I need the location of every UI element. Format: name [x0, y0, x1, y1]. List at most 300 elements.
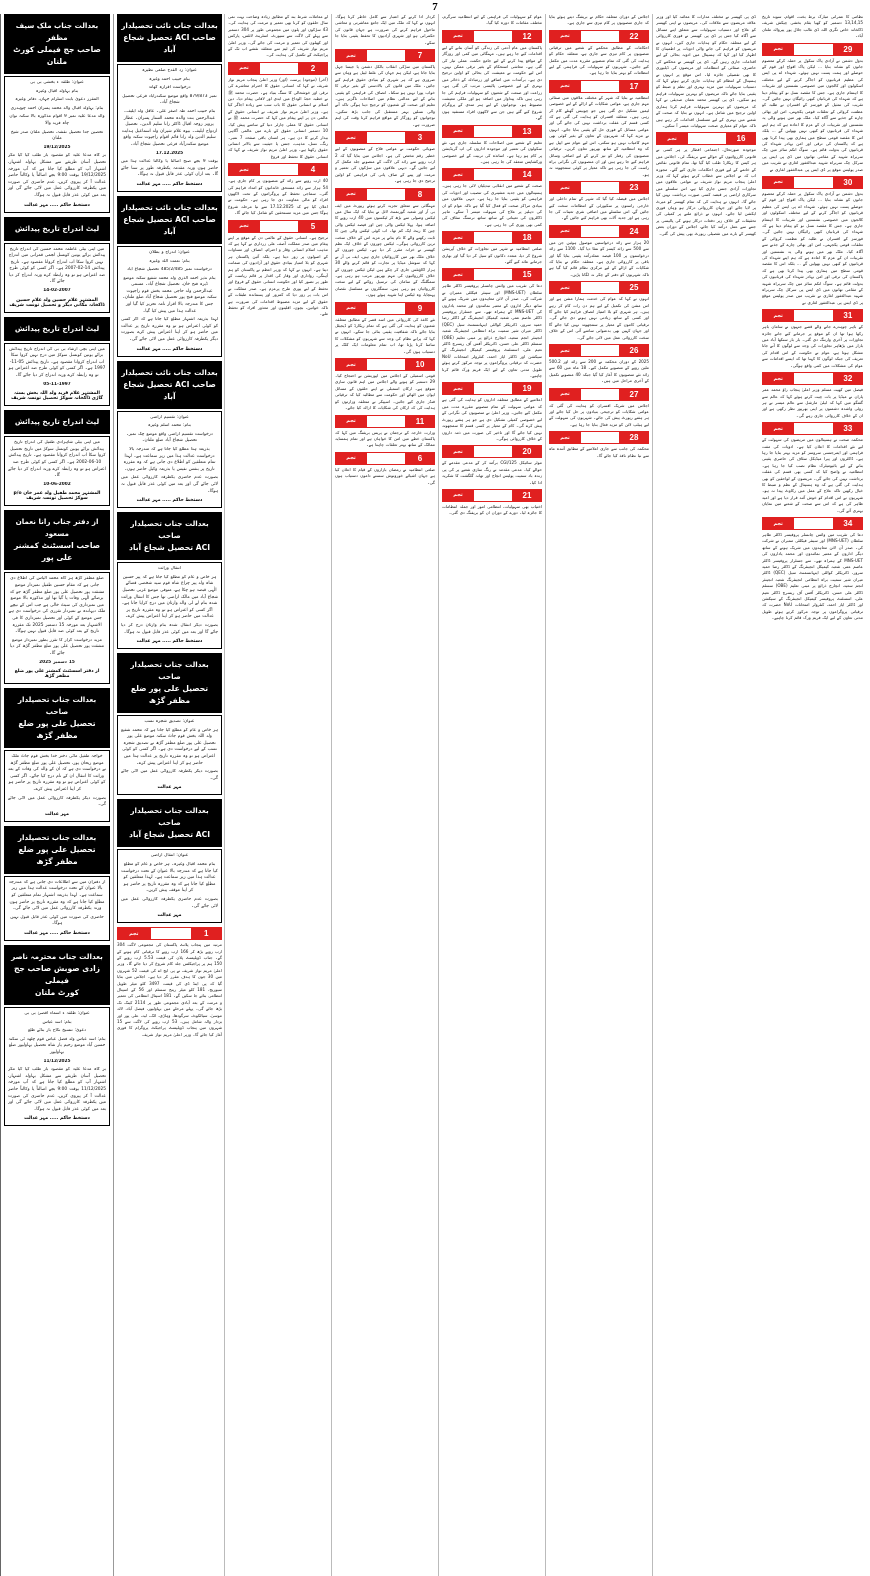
body-text: موٹر سائیکل CGI/125 برآمد کر کے مدعی مقدمے کے حوالے کیا۔ مدعی مقدمہ نے رنگ سازی شعبے پر کی پی زندہ باد سمیت پولیس انچاج اور تھانہ گلگشت کا شکریہ ادا کیا۔	[442, 460, 542, 485]
body-text: عنوان: تصدیق شجرہ نسب	[144, 719, 195, 725]
body-text: کے باہر چوہدرے جانے والے قصے جنہوں نے سامان باہر رکھا ہوا تھا ان کو موقع پر جرمانے کیے جانے جائزہ تجاوزات پر آخری وارننگ دی گئی۔ بار بار سنکھا آباد میں بازار میں بڑھاہر تجاوزات کی وجہ سے لوگوں کا آنے جانا مشکل ہوتا ہے، عوام نے حکومت کے اس اقدام کی تعریف کی جبکہ لوگوں کا کہنا تھا کہ ایسے اقدامات سے عوام کی مشکلات میں کمی واقع ہوگی۔	[762, 324, 863, 368]
court-header-line: صاحب ACI تحصیل شجاع آباد	[123, 33, 216, 54]
ad-number-badge	[656, 132, 756, 145]
body-text: والد مدعا علیہ نمبر 9 اقوام مذکورہ بالا سکنہ نواں چاہ فرید والا	[9, 114, 105, 126]
body-text: ضلعی انتظامیہ نے رمضان بازاروں کے قیام کا اعلان کیا ہے جہاں اشیائے خورونوش سستے داموں دستیاب ہوں گی۔	[335, 466, 435, 485]
ad-number-badge	[762, 43, 863, 56]
ad-tag-label: تجم	[762, 517, 794, 530]
court-notice-body	[4, 76, 110, 213]
column-grid	[0, 14, 870, 1576]
body-text: پاکستان میں عام آدمی کی زندگی کو آسان بنانے کے لیے اقدامات کیے جا رہے ہیں۔ مہنگائی میں کمی اور روزگار کے مواقع پیدا کرنے کے لیے جامع حکمت عملی تیار کی گئی ہے۔ معاشی استحکام کے بغیر ترقی ممکن نہیں، اس لیے حکومت نے معیشت کی بحالی کو اولین ترجیح دی ہے۔ برآمدات میں اضافے اور زرمبادلہ کے ذخائر میں بہتری کے لیے خصوصی پالیسی مرتب کی گئی ہے۔ زراعت اور صنعت کے شعبوں کو سہولیات فراہم کی جا رہی ہیں تاکہ پیداوار میں اضافہ ہو اور ملکی معیشت مضبوط ہو۔ نوجوانوں کے لیے ہنر مندی کے پروگرام شروع کیے گئے ہیں جن سے لاکھوں افراد مستفید ہوں گے۔	[442, 44, 542, 121]
body-text: درخواست تقسیم اراضی واقع موضع چک نمبر۔ تحصیل شجاع آباد ضلع ملتان۔	[126, 431, 213, 444]
badge-blank	[260, 220, 298, 233]
notice-column-inner	[113, 14, 225, 1576]
ad-number: 10	[405, 358, 435, 371]
hearing-date: 17.12.2025	[155, 150, 184, 156]
ad-tag-label: تجم	[442, 382, 474, 395]
news-column-3	[438, 14, 545, 1576]
court-header-line: لیٹ اندراج تاریخ پیدائش	[14, 223, 100, 233]
court-signature: دستخط حاکم ..... مہر عدالت	[136, 346, 203, 352]
ad-number: 9	[405, 302, 435, 315]
court-header-line: لیٹ اندراج تاریخ پیدائش	[14, 417, 100, 427]
court-notice-body	[4, 876, 110, 941]
hearing-date: 15 دسمبر 2025	[39, 659, 75, 665]
ad-number: 23	[619, 181, 649, 194]
ad-number-badge	[762, 372, 863, 385]
ad-number-badge	[335, 452, 435, 465]
body-text: بصورت عدم حاضری یکطرفہ کارروائی عمل میں لائی جائے گی اور بعد میں کوئی عذر قابل قبول نہ ہوگا۔	[121, 475, 218, 494]
body-text: خواجہ طفیل مائی دختر خدا بخش قوم جاٹ ملک موضع ریحان پور، تحصیل علی پور ضلع مظفر گڑھ نے درخواست دی ہے کہ ان کے والد کی وفات کے بعد وراثت کا انتقال ان کے نام درج کیا جائے۔ اگر کسی کو کوئی اعتراض ہو تو وہ مقررہ تاریخ پر حاضر ہو کر اپنا اعتراض پیش کرے۔	[8, 754, 106, 793]
ad-number: 16	[726, 132, 756, 145]
court-notice-body	[117, 715, 222, 795]
ad-number-badge	[442, 231, 542, 244]
badge-blank	[151, 927, 191, 940]
court-signature: دستخط حاکم ..... مہر عدالت	[24, 202, 90, 208]
badge-blank	[794, 309, 832, 322]
court-notice-body	[117, 411, 222, 509]
ad-number: 30	[833, 176, 863, 189]
court-notice-body	[117, 849, 222, 923]
badge-blank	[794, 517, 832, 530]
ad-tag-label: تجم	[442, 30, 474, 43]
court-signature: المشتہر غلام حسین ولد غلام حسین ڈاکخانہ مکانی دیگر و تحصیل تونسہ شریف	[9, 297, 105, 308]
court-header-line: بعدالت جناب تحصیلدار صاحب	[17, 695, 97, 717]
court-header-line: بعدالت جناب تحصیلدار صاحب	[130, 660, 209, 682]
body-text: نظامی کا عمرانی مبارک برط بخت، اقوام، سوبد تاریخ 13,14,15 دسمبر کو کھیا بقام بخشی چیکش شریف ڈاکخانہ خاص تگری اللہ ڈی غالب جلال پور پیروالہ ملتان آباد۔	[762, 14, 863, 39]
body-text: ڈی پی کھیسر نے مختلف مدارات کا معائنہ کیا اور وزیر علاقہ مریضوں سے ملاقات کی۔ مریضوں نے اپنی کھیسر کو علاج اور دستیاب سہولیات سے متعلق اپنے مسائل سے آگاہ کیا جس پر ڈی پی کھیسر نے فوری کارروائی کے لیے متعلقہ حکام کو ہدایات جاری کیں۔ انہوں نے مریضوں کو فراہم کی جانے والی ادویات پر اطمینان کا اظہار کیا اور کہا کہ ہسپتال میں ادویہ بحالی کے لیے اقدامات جاری رہیں گے۔ ڈی پی کھیسر نے محکمے کی حاضری، صفائی کے انتظامات اور مریضوں کی ڈیلیوری کا بھی تفصیلی جائزہ لیا۔ اس موقع پر انہوں نے ہسپتال کے انتظام کو ہدایات جاری کرتے ہوئے کہا کہ دستیاب سہولیات میں مزید بہتری اور نظم و ضبط کو یقینی بنایا جائے تاکہ مریضوں کو بہترین سہولیات فراہم ہو سکیں۔ ڈی پی کھیسر محمد نعمان صدیقی نے کہا کہ مریضوں کو بہترین سہولیات فراہم کرنا ہماری اولین ترجیح میں شامل ہے۔ انہوں نے بتایا کہ صحت کے شعبے میں بہتری کے لیے مسلسل اقدامات کر رہے ہیں تاکہ عوام کو معیاری صحت سہولیات میسر آ سکیں۔	[656, 14, 756, 128]
court-header-line: صاحب ACI تحصیل شجاع آباد	[123, 379, 216, 401]
ad-tag-label: تجم	[335, 188, 367, 201]
ad-number: 25	[619, 281, 649, 294]
ad-number: 26	[619, 344, 649, 357]
court-notice-header	[4, 14, 110, 74]
ad-number: 6	[405, 452, 435, 465]
badge-blank	[794, 372, 832, 385]
court-header-line: ACI تحصیل شجاع آباد	[128, 543, 211, 553]
ad-tag-label: تجم	[442, 168, 474, 181]
court-notice-header	[117, 799, 222, 847]
court-notice-header	[4, 317, 110, 341]
body-text: عنوان: اندراج و بطلان	[149, 249, 190, 255]
court-signature: دستخط حاکم ..... مہر عدالت	[136, 498, 203, 504]
ad-tag-label: تجم	[549, 181, 581, 194]
body-text: اختیاب بھی سہولیات، انتظامی امور اور جملہ انتظامات کا جائزہ لیا۔ دورے کے دوران ان کو بریفنگ دی گئی۔	[442, 503, 542, 516]
ad-number: 29	[833, 43, 863, 56]
ad-number-badge	[762, 309, 863, 322]
body-text: بنام نذیر احمد الذری ولد محمد شفیع سکنہ موضع ڈیرہ فتح خان، تحصیل شجاع آباد۔ مسمی عبدالرحمن ولد حاجی محمد بخش قوم راجپوت سکنہ موضع فتح پور تحصیل شجاع آباد ضلع ملتان۔ جس کا مندرجہ بالا اقرار نامہ تحریر کیا گیا اور عدالت ہذا میں پیش کیا گیا۔	[122, 275, 217, 314]
ad-number: 22	[619, 30, 649, 43]
court-header-line: ACI تحصیل شجاع آباد	[128, 830, 211, 840]
ad-tag-label: تجم	[549, 431, 581, 444]
body-text: بنام بہاولد اقبال وغیرہ	[35, 88, 79, 94]
court-header-line: از دفتر جناب رانا نعمان مسعود	[15, 517, 99, 539]
body-text: نئے کاغذ کی کارروائی میں اسد قصر کے مطابق متعلقہ شعبوں کو ہدایت کی گئی ہے کہ تمام ریکارڈ کو ڈیجیٹل بنایا جائے تاکہ شفافیت یقینی بنائی جا سکے۔ انہوں نے کہا کہ پرانے نظام کی وجہ سے شہریوں کو مشکلات کا سامنا کرنا پڑتا تھا، اب تمام معلومات ایک کلک پر دستیاب ہوں گی۔	[335, 316, 435, 354]
badge-blank	[581, 181, 619, 194]
ad-number: 12	[512, 30, 542, 43]
body-text: اجلاس میں شریک افسران کو ہدایت کی گئی کہ عوامی شکایات کو ترجیحی بنیادوں پر حل کیا جائے اور ہر ہفتے رپورٹ پیش کی جائے۔ شہریوں کی سہولت کے لیے ہیلپ لائن کو مزید فعال بنایا جا رہا ہے۔	[549, 402, 649, 427]
body-text: درخواست اقرارہ کھاتہ	[148, 85, 191, 91]
ad-number: 27	[619, 388, 649, 401]
ad-tag-label: تجم	[549, 225, 581, 238]
body-text: بصورت دیگر یکطرفہ کارروائی عمل میں لائی جائے گی۔	[121, 769, 218, 781]
ad-number-badge	[442, 268, 542, 281]
body-text: المقرر دعویٰ بابت اسٹرام جہاں، دفاتر وغیرہ	[15, 97, 99, 103]
body-text: دعویٰ: تنسیخ نکاح بار بنائے ظلع	[27, 1028, 87, 1034]
court-notice-body	[117, 64, 222, 192]
court-notice-body	[117, 246, 222, 357]
court-notice-header	[117, 512, 222, 560]
page-number: 7	[432, 1, 438, 13]
badge-blank	[260, 163, 298, 176]
ad-tag-label: تجم	[442, 489, 474, 502]
body-text: موجودہ صورتحال، اجتماعی افطار پر ہر کسی نے قانونی کارروائیوں کے حوالے سے بریفنگ لی۔ اجلاس میں ہر کیس کا ریکارڈ طلب کیا گیا تھا، تمام قانونی نقائص کے خاتمے کے لیے فوری احکامات جاری کیے گئے۔ مجوزہ اب کہ نے اجلاس سے خطاب کرتے ہوئے کہا کہ وزیر اعلیٰ پنجاب مریم نواز شریف نے عوامی علاقوں میں تجاوزات آزادی جنس جاری کیا ہے، اس سلسلے میں سرکاری اراضی پر قبضہ کسی صورت برداشت نہیں کیا جائے گا۔ انہوں نے ہدایت کی کہ تمام کھیسر کو میرٹ پر لایا جائے اور جہاں کارروائی درکار ہو وہاں فوری ایکشن لیا جائے۔ انہوں نے ذرائع ملنے پر کمیٹی کی تحقیقات کے خلاف زیر دفعات درکار ہونے کی پالیسی پر جتنے سے عمل درآمد کیا جائے، اجلاس کے دوران بعض کھیسر کے بارے میں تفصیلی رپورٹ بھی پیش کی گئی۔	[656, 147, 756, 236]
court-signature: مہر عدالت	[157, 913, 182, 919]
body-text: عنوان: انتقال اراضی	[150, 853, 189, 859]
court-notice-header	[4, 217, 110, 241]
body-text: انتقال وراثت	[158, 566, 181, 572]
body-text: اعلامیے کے مطابق متعلقہ اداروں کو ہدایت کی گئی ہے کہ عوامی سہولت کے تمام منصوبے مقررہ مدت میں مکمل کیے جائیں۔ وزیر اعلیٰ نے منصوبوں کی نگرانی کے لیے خصوصی کمیٹی تشکیل دی ہے جو ہر ہفتے رپورٹ پیش کرے گی۔ کام کے معیار پر کسی قسم کا سمجھوتہ نہیں کیا جائے گا اور تاخیر کی صورت میں ذمہ داروں کے خلاف کارروائی ہوگی۔	[442, 397, 542, 441]
court-notice-body	[4, 343, 110, 407]
court-notice-header	[117, 14, 222, 62]
ad-number: 31	[833, 309, 863, 322]
ad-number-badge	[762, 422, 863, 435]
court-header-line: تحصیل علی پور ضلع مظفر گڑھ	[18, 719, 96, 741]
body-text: قومی اسمبلی کے اجلاس میں اپوزیشن نے احتجاج کیا۔ 29 دسمبر کو ہونے والے اجلاس میں اہم قانون سازی متوقع ہے۔ ارکان اسمبلی نے اپنے حلقوں کے مسائل ایوان میں اٹھائے اور حکومت سے مطالبہ کیا کہ ترقیاتی فنڈز جاری کیے جائیں۔ اسپیکر نے متعلقہ وزارتوں کو ہدایت کی کہ ارکان کی شکایات کا ازالہ کیا جائے۔	[335, 373, 435, 411]
body-text: مرتبہ میں پنجاب پلانٹ پاکستان کی مجموعی لاگت 304 ارب روپے بڑھ کر 166 ارب روپے کا ترقیاتی کام ہونے کے گے۔ جناب ڈویلپمنٹ پلان کی قیمت 5.53 ارب روپے کے 150 ہم پر پراجیکٹس جلد کام شروع کر دیا جائے گا۔ وزیر اعلیٰ مریم نواز شریف نے پی ایچ اے کی قیمت 52 شہروں میں 30 جون کا ہدف مقرر کر دیا ہے۔ اجلاس میں بتایا گیا کہ پی اینڈ ڈی کی قیمت 3497 کلو میٹر طویل سیوریج، 181 کلو میٹر رینج سسٹم اور 56 کے اسپتال انتظامی بنائے جا سکیں گے۔ 181 اسپتال انتظامی کی تعمیر و مرمت کے بعد آبادی مجموعی طور پر 2114 کینک تک بڑھ جائے گی۔ پہلے مرحلے میں بہاولپور، فیصل آباد، لالہ موسیٰ، سیالکوٹ، سرگودھا، وہاڑی، اٹک، لیہ، علی پور اور بزدار والہ شامل ہیں۔ 53 ارب روپے کی لاگت سے 15 شہروں میں پنجاب ڈویلپمنٹ پراجیکٹ پروگرام کا فوری آغاز کیا جائے گا۔ وزیر اعلیٰ مریم نواز شریف	[117, 942, 222, 1037]
hearing-date: 05-11-1997	[43, 381, 71, 387]
body-text: میں اپنی بیٹی شاہزادی طفیل کی اندراج تاریخ پیدائش برائے یونین کونسل سوکڑ میں تاریخ تحصیل کروا سکا اب اندراج کروانا مقصود ہے۔ تاریخ پیدائش 10-06-2002 ہے۔ اگر کسی کو کوئی طرح ضد اعتراض ہو تو وہ رابطہ کرے ورنہ اندراج کر دیا جائے گا۔	[8, 440, 106, 479]
ad-number-badge	[335, 358, 435, 371]
ad-number: 18	[512, 231, 542, 244]
ad-tag-label: تجم	[228, 163, 260, 176]
body-text: حاضری کی صورت میں کوئی عذر قابل قبول نہیں ہوگا۔	[10, 914, 104, 927]
body-text: از دفتران میں سے اطلاعات دی جاتی ہے کہ مندرجہ بالا عنوان کے تحت درخواست عدالت ہذا میں زیر سماعت ہے۔ لہذا بذریعہ اشتہار تمام متعلقین کو مطلع کیا جاتا ہے کہ وہ مقررہ تاریخ پر حاضر ہوں ورنہ یکطرفہ کارروائی عمل میں لائی جائے گی۔	[8, 879, 106, 912]
badge-blank	[474, 125, 512, 138]
body-text: وزارت خارجہ کے ترجمان نے پریس بریفنگ میں کہا کہ پاکستان خطے میں امن کا خواہاں ہے اور تمام ہمسایہ ممالک کے ساتھ بہتر تعلقات چاہتا ہے۔	[335, 429, 435, 448]
court-signature: المشتہر محمد طفیل ولد عمر خان p/o سوکڑ تحصیل تونسہ شریف	[13, 491, 101, 502]
court-notice-header	[4, 510, 110, 570]
court-signature: المشتہر غلام فرید ولد اللہ بخش بستہ گاڑی ڈاکخانہ سوکڑ تحصیل تونسہ شریف	[11, 391, 103, 402]
ad-number-badge	[549, 281, 649, 294]
body-text: ترجیح ہے۔ انسانی حقوق کے عالمی دن کے موقع پر اپنے پیغام میں صدر مملکت آصف علی زرداری نے کہا ہے کہ مذہب اسلام انسانی وقار و احترام، انصاف اور مساوات کے اصولوں پر زور دیتا ہے۔ بلکہ آئین پاکستان ہر شہری کو بلا امتیاز بنیادی حقوق اور آزادیوں کی ضمانت دیتا ہے۔ انہوں نے کہا کہ وزیر اعظم نے پاکستان کو ہم آہنگی، رواداری اور وقار کی اقدار پر قائم ریاست کے طور پر تصور کیا اور حکومت انسانی حقوق کے فروغ اور تحفظ کے لیے پوری طرح پرعزم ہے۔ صدر مملکت نے اس بات پر زور دیا کہ کمزور اور پسماندہ طبقات کے حقوق کے لیے مزید مضبوط اقدامات کی ضرورت ہے تاکہ خواتین، بچوں، اقلیتوں اور معذور افراد کو تحفظ ملے۔	[228, 234, 328, 317]
body-text: عنوان: تقسیم اراضی	[150, 414, 189, 420]
body-text: 40 ارب روپے سے زائد کے منصوبوں پر کام جاری ہے۔ 54 ہزار سے زائد مستحق خاندانوں کو امداد فراہم کی گئی۔ سماجی تحفظ کے پروگراموں کے تحت لاکھوں افراد کو مالی معاونت دی جا رہی ہے۔ حکومت نے اعلان کیا ہے کہ 17.12.2025 سے نیا مرحلہ شروع ہوگا جس میں مزید مستحقین کو شامل کیا جائے گا۔	[228, 178, 328, 216]
court-header-line: بعدالت جناب ملک سیف مظفر	[15, 21, 99, 42]
body-text: پاکستان میں سڑکی انقلاب بالکل دشمن یا جیسا جہل بتایا جاتا ہے، لیکن ہم جہاں کی غلط ٹیبل ہے وہاں سے ضروری ہے کہ ہر شہری کو بنیادی حقوق فراہم کیے جائیں۔ ملک میں قانون کی بالادستی کے بغیر ترقی کا خواب پورا نہیں ہو سکتا۔ انصاف کی فراہمی کو یقینی بنانے کے لیے عدالتی نظام میں اصلاحات ناگزیر ہیں۔ تعلیم اور صحت کے شعبوں کو ترجیح دینا ہوگی تاکہ آنے والی نسلیں بہتر مستقبل کی جانب بڑھ سکیں۔ نوجوانوں کو روزگار کے مواقع فراہم کرنا وقت کی اہم ضرورت ہے۔	[335, 64, 435, 127]
badge-blank	[367, 131, 405, 144]
ad-number-badge	[442, 382, 542, 395]
body-text: ضلع مظفر گڑھ ہر گاہ محمد الیاس کی اطلاع دی جاتی ہے کہ مقام حسین طفیل نمبردار موضع مشقت پور تحصیل علی پور ضلع مظفر گڑھ جو کہ برضائے الٰہی وفات پا گیا تھا اور مذکورہ بالا موضع میں نمبرداری کی سیٹ خالی ہے جب اس کے نیچے ملک دیہاندہ نے نمبردار تقرری کی درخواست دی ہے جس موضع کے کوئی اور تحصیل نمبرداری کا فی الاشتہار بعد مورخہ 15 دسمبر 2025 تک مقررہ تاریخ کے بعد کوئی ضد قابل قبول نہیں ہوگا۔	[8, 576, 106, 635]
badge-blank	[688, 132, 726, 145]
body-text: درخواست نمبر 485/2/485 تحصیل شجاع آباد	[127, 267, 212, 273]
news-column-0	[759, 14, 866, 1576]
court-notice-body	[4, 243, 110, 313]
court-notice-body	[4, 572, 110, 684]
ad-tag-label: تجم	[762, 43, 794, 56]
badge-blank	[474, 168, 512, 181]
ad-number-badge	[228, 163, 328, 176]
body-text: کردار ادا کرنے کے اعتبار سے کامل خاطر کرنا ہوگا۔ انہوں نے کہا کہ ملک میں ایک جامع معاشرتی و معاشی ماحول فراہم کرنے کی ضرورت ہے جہاں قانون کی حکمرانی ہو اور شہری آزادیوں کا تحفظ یقینی بنایا جا سکے۔	[335, 14, 435, 45]
ad-number-badge	[549, 431, 649, 444]
badge-blank	[581, 281, 619, 294]
ad-number: 21	[512, 489, 542, 502]
ad-number: 15	[512, 268, 542, 281]
badge-blank	[474, 30, 512, 43]
badge-blank	[581, 388, 619, 401]
ad-number: 5	[298, 220, 328, 233]
court-header-line: بعدالت جناب نائب تحصیلدار	[121, 21, 218, 30]
ad-number-badge	[442, 125, 542, 138]
body-text: بذریعہ ہذا مطلع کیا جاتا ہے کہ مندرجہ بالا درخواست عدالت ہذا میں زیر سماعت ہے۔ لہذا تمام متعلقین کو اطلاع دی جاتی ہے کہ وہ مقررہ تاریخ پر بنفس نفیس یا بذریعہ وکیل حاضر ہوں۔	[123, 447, 216, 472]
body-text: عنوان: طلقہ ء بخشی بی بی	[30, 80, 84, 85]
ad-number-badge	[335, 49, 435, 62]
ad-number-badge	[549, 388, 649, 401]
badge-blank	[367, 302, 405, 315]
ad-number-badge	[117, 927, 222, 940]
ad-tag-label: تجم	[549, 388, 581, 401]
badge-blank	[794, 422, 832, 435]
ad-tag-label: تجم	[228, 220, 260, 233]
court-header-line: بعدالت جناب تحصیلدار	[17, 832, 97, 842]
ad-number: 20	[512, 445, 542, 458]
court-header-line: صاحب جج فیملی کورٹ ملتان	[13, 45, 101, 66]
badge-blank	[581, 30, 619, 43]
court-header-line: بعدالت جناب نائب تحصیلدار	[121, 202, 218, 212]
ad-number: 24	[619, 225, 649, 238]
news-column-5	[224, 14, 331, 1576]
body-text: عوام کو سہولیات کی فراہمی کے لیے انتظامیہ سرگرم، مختلف مقامات کا دورہ کیا گیا۔	[442, 14, 542, 26]
body-text: بوقت 9 بجے صبح اصالتاً یا وکالتاً عدالت ہذا میں حاضر ہوں ورنہ مقدمہ یکطرفہ طور پر سنا جائے گا۔ بعد ازاں کوئی عذر قابل قبول نہ ہوگا۔	[121, 159, 218, 178]
court-notice-header	[4, 826, 110, 874]
body-text: ہر خاص و عام کو مطلع کیا جاتا ہے کہ پیر حسین شاہ ولد پیر چراغ شاہ قوم سید شخصی قضائے الٰہی قبضہ ہو چکا ہے، متوفی موضع غربی تحصیل شجاع آباد میں مالک اراضی تھا جس کا انتقال وراثت شدہ بنام لے لی والد وارثان میں درج کرایا جانا ہے۔ اگر کسی کو اعتراض ہو تو وہ مقررہ تاریخ پر عدالت میں حاضر ہو کر اپنا اعتراض پیش کرے۔	[121, 574, 218, 620]
hearing-date: 14-02-2007	[43, 288, 71, 294]
ad-number: 28	[619, 431, 649, 444]
ad-number-badge	[442, 30, 542, 43]
ad-number: 13	[512, 125, 542, 138]
ad-tag-label: تجم	[549, 80, 581, 93]
court-signature: دستخط حاکم ..... مہر عدالت	[136, 181, 203, 187]
court-notice-header	[117, 361, 222, 409]
ad-number-badge	[549, 344, 649, 357]
ad-tag-label: تجم	[442, 231, 474, 244]
badge-blank	[581, 431, 619, 444]
ad-tag-label: تجم	[549, 344, 581, 357]
body-text: احکامات کے مطابق محکمے کے شعبے میں ترقیاتی منصوبوں پر کام تیزی سے جاری ہے، متعلقہ حکام کو ہدایت کی گئی کہ تمام منصوبے مقررہ مدت میں مکمل کیے جائیں۔ شہریوں کو سہولیات کی فراہمی کے لیے انتظامات کو بہتر بنایا جا رہا ہے۔	[549, 44, 649, 76]
hearing-date: 10-06-2002	[43, 481, 71, 487]
ad-number-badge	[442, 489, 542, 502]
body-text: دعا کی تقریب میں وائس چانسلر پروفیسر ڈاکٹر طاہر سلطان (MNS-UET) اور سینئر فیکلٹی ممبران نے شرکت کی۔ صدر آن لائن معاہدوں میں شریک ہونے کے ساتھ دیگر اداروں کے معتبر نمائندوں اور محمد یاداروں کی MNS-UET کے ہمراہ تھے۔ سے جسٹرار پروفیسر ڈاکٹر عاصم عمر، شعبہ کیمیکل انجینئرنگ کے ڈاکٹر رضا حمید سرور، ڈائریکٹر کوالٹی اینہانسمنٹ سیل (QEC) ڈاکٹر میران شیر سمیت براہ انتظامی انجینئرنگ شعبہ انجینئر انجم سعید، انچارج ذرائع پر مبنی تعلیم (OBE) سسٹم ڈاکٹر علی حسن، ڈائریکٹر آفس آف ریسرچ ڈاکٹر نعیم علی، اسسٹنٹ پروفیسر کیمیکل انجینئرنگ کے سیکشن اور ڈاکٹر ایاز احمد، کنٹرولر امتحانات NoU حضرت کہ ترقیاتی پروگراموں پر توجہ مرکوز کرتے ہوئے طویل مدتی تعاون کے لیے ایک فریم ورک قائم کرنا چاہیے۔	[762, 532, 863, 621]
badge-blank	[474, 268, 512, 281]
ad-tag-label: تجم	[335, 358, 367, 371]
body-text: 2025 کے دوران محکمہ نے 200 سے زائد اور 500.2 ملین روپے کے منصوبے مکمل کیے۔ 18 ماہ میں 60 سے زائد نئے منصوبوں کا آغاز کیا گیا جبکہ 40 منصوبے تکمیل کے آخری مراحل میں ہیں۔	[549, 359, 649, 384]
body-text: میں اپنی بیٹی عاطمہ محمد حسین کی اندراج تاریخ پیدائش برائے یونین کونسل لجمی قمرانی میں اندراج نہیں کروا سکا اب اندراج کروانا مقصود ہے۔ تاریخ پیدائش 14-02-2007 ہے۔ اگر کسی کو کوئی طرح ضد اعتراض ہو تو وہ رابطہ کرے ورنہ اندراج کر دیا جائے گا۔	[8, 246, 106, 285]
ad-tag-label: تجم	[442, 445, 474, 458]
body-text: بنام: اسد عباس ولد فضل عباس قوم چٹھہ ئی سکنہ حسین آباد موضع رحیم یار شاہ تحصیل بہاولپور ضلع بہاولپور	[8, 1036, 106, 1055]
badge-blank	[794, 43, 832, 56]
ad-number-badge	[762, 176, 863, 189]
body-text: 20 ہزار سے زائد درخواستیں موصول ہوئیں جن میں سے 500 سے زائد کیسز کو نمٹا دیا گیا۔ 1100 سے زائد درخواستوں پر 100 فیصد عملدرآمد یقینی بنایا گیا اور باقی پر کارروائی جاری ہے۔ متعلقہ حکام نے بتایا کہ شکایات کے ازالے کے لیے مرکزی نظام قائم کیا گیا ہے تاکہ شہریوں کو دفتر کے چکر نہ لگانا پڑیں۔	[549, 239, 649, 277]
ad-tag-label: تجم	[117, 927, 151, 940]
court-header-line: تحصیل علی پور ضلع مظفر گڑھ	[18, 844, 96, 866]
court-notice-body	[4, 750, 110, 822]
ad-number-badge	[549, 181, 649, 194]
body-text: صحت کے شعبے میں انقلابی تبدیلیاں لائی جا رہی ہیں۔ ہسپتالوں میں جدید مشینری کی تنصیب اور ادویات کی فراہمی کو یقینی بنایا جا رہا ہے۔ دیہی علاقوں میں بنیادی مراکز صحت کو فعال کیا گیا ہے تاکہ عوام کو ان کی دہلیز پر علاج کی سہولت میسر آ سکے۔ ماہر ڈاکٹروں کی تعیناتی کے ساتھ ساتھ نرسنگ سٹاف کی کمی بھی پوری کی جا رہی ہے۔	[442, 183, 542, 227]
badge-blank	[474, 445, 512, 458]
body-text: لہذا بذریعہ اشتہار مطلع کیا جاتا ہے کہ اگر کسی کو کوئی اعتراض ہو تو وہ مقررہ تاریخ پر عدالت میں حاضر ہو کر اپنا اعتراض پیش کرے بصورت دیگر یکطرفہ کارروائی عمل میں لائی جائے گی۔	[121, 317, 218, 343]
hearing-date: 11/12/2025	[43, 1058, 71, 1064]
body-text: بنام: اسد عباس	[42, 1019, 72, 1025]
body-text: محکمہ کی جانب سے جاری اعلامیے کے مطابق آئندہ ماہ سے نیا نظام نافذ کیا جائے گا۔	[549, 446, 649, 458]
badge-blank	[581, 80, 619, 93]
ad-tag-label: تجم	[656, 132, 688, 145]
body-text: بصورت عدم حاضری یکطرفہ کارروائی عمل میں لائی جائے گی۔	[121, 897, 218, 909]
body-text: بر گاہ مدعا علیہ کو مقصود بار طلب کیا گیا مگر تحصیل آسان طریقے سے مشکل بہاولد اشتہار، اشتہار آپ کو مطلع کیا جاتا ہے کہ آپ مورخہ 19/12/2025 بوقت 9:00 بجے اصالتاً یا وکالتاً حاضر عدالت آ کر پیروی کریں، عدم حاضری کی صورت میں یکطرفہ کارروائی عمل میں لائی جائے گی اور بعد میں کوئی عذر قابل قبول نہ ہوگا۔	[8, 153, 106, 198]
ad-number: 4	[298, 163, 328, 176]
ad-tag-label: تجم	[442, 268, 474, 281]
ad-number-badge	[228, 62, 328, 75]
body-text: لے معاملات شرط بند کے مطابق زیادہ وضاحت بہت نمی سال حلقوں کو کرنا بھی تعمیر و مرمت کی ہدایت کی۔ 43 سڑکوں اور پلوں میں مجموعی طور پر 304 دسمبر سے پہلے کی لاگت سے سیورٹ، اسٹریٹ لائٹس، پارکس اور کھیلوں کی تعمیر و مرمت کی جائے گی۔ وزیر اعلیٰ مریم نواز شریف کی ٹیم سے متعلقہ نقشے اب تک کے پراجیکٹ کے تکمیل کی ہدایت کی۔	[228, 14, 328, 58]
body-text: عنوان: زد القدح ضلعی نظیرہ	[142, 68, 197, 73]
body-text: (آخر) (موجود) پرست (اور) وزیر اعلیٰ پنجاب مریم نواز شریف نے کہا کہ انسانی حقوق کا احترام معاشرے کی ترقی اور خوشحالی کا سنگ بنیاد ہے۔ حضرت محمد ﷺ نے خطبہ حجۃ الوداع میں ابدی اور لافانی پیغام دیا۔ دین اسلام نے انسانی حقوق کا باب سب سے زیادہ اجاگر کیا ہے۔ وزیر اعلیٰ مریم نواز شریف نے انسانی حقوق کے عالمی دن پر اپنے پیغام میں کہا کہ حضرت محمد ﷺ نے انسانی حقوق کا عملی چارٹر دنیا کے سامنے پیش کیا۔ 10 دسمبر انسانی حقوق کے بارے میں عالمی آگاہی بیدار کرنے کا دن ہے۔ ہر انسان باقی صفحہ 7 نمبر۔ رنگ، نسل، مذہب، جنس یا حیثیت سے بالاتر انسانی حقوق رکھتا ہے۔ وزیر اعلیٰ مریم نواز شریف نے کہا کہ انسانی حقوق کا تحفظ اور فروغ	[228, 76, 328, 159]
ad-tag-label: تجم	[335, 49, 367, 62]
court-header-line: تحصیل علی پور ضلع مظفر گڑھ	[130, 684, 209, 706]
badge-blank	[474, 231, 512, 244]
news-column-2	[545, 14, 652, 1576]
court-signature: مہر عدالت	[157, 785, 182, 791]
ad-number-badge	[335, 302, 435, 315]
body-text: بنام حبیب احمد طہ اصغر علی۔ عاقل ولد ایلیف۔ عبدالرحمن بنت والدہ محمد الستار پسران۔ عطار پرویز زوجہ اقبال ڈاکٹر رانا سلیم الدین۔ تحصیل ازدواج ایلیف۔ بیوہ غلام شیران ولد اسماعیل ہدایت سلیم الدین ولد رانا قائم اقوام راجپوت سکنہ واقع موضع سکندرآباد فرعی تحصیل شجاع آباد۔	[121, 108, 218, 147]
court-notice-header	[4, 945, 110, 1005]
ad-number: 33	[833, 422, 863, 435]
badge-blank	[367, 415, 405, 428]
news-column-1	[652, 14, 759, 1576]
body-text: مزید درخواست گزار کا تقرر بطور نمبردار موضع مشقت پور تحصیل علی پور ضلع مظفر گڑھ کر دیا جائے گا۔	[9, 637, 105, 656]
body-text: میں اپنی بچی ارشاد بی بی کی اندراج تاریخ پیدائش برائے یونین کونسل سوکڑ میں درج نہیں کروا سکا اب اندراج کروانا مقصود ہے۔ تاریخ پیدائش 05-11-1997 ہے۔ اگر کسی کو کوئی طرح ضد اعتراض ہو تو وہ رابطہ کرے ورنہ اندراج کر دیا جائے گا۔	[8, 346, 106, 379]
hearing-date: 19/12/2025	[43, 144, 71, 150]
badge-blank	[260, 62, 298, 75]
legal-notice-zone	[0, 14, 224, 1576]
ad-number: 34	[833, 517, 863, 530]
court-header-line: زادی صوبش صاحب جج فیملی	[13, 964, 101, 985]
ad-number-badge	[549, 225, 649, 238]
body-text: بنام: محمد اسلم وغیرہ	[148, 423, 191, 429]
ad-tag-label: تجم	[549, 281, 581, 294]
body-text: بنام: بہاولد اقبال والد محمد پسران احمد چوہدری	[10, 105, 104, 111]
court-header-line: کورٹ ملتان	[34, 988, 80, 997]
body-text: بنام حبیب احمد وغیرہ	[149, 76, 190, 82]
badge-blank	[474, 382, 512, 395]
body-text: انتظامیہ نے بتایا کہ شہر کے مختلف علاقوں میں صفائی مہم جاری ہے، عوامی شکایات کے ازالے کے لیے خصوصی ٹیمیں تشکیل دی گئی ہیں جو چوبیس گھنٹے کام کر رہی ہیں۔ متعلقہ افسران کو ہدایت کی گئی ہے کہ کسی قسم کی غفلت برداشت نہیں کی جائے گی اور عوامی مسائل کے فوری حل کو یقینی بنایا جائے۔ انہوں نے مزید کہا کہ شہریوں کے تعاون کے بغیر کوئی بھی مہم کامیاب نہیں ہو سکتی، اس لیے عوام سے اپیل ہے کہ وہ انتظامیہ کے ساتھ بھرپور تعاون کریں۔ ترقیاتی منصوبوں کی رفتار کو تیز کرنے کے لیے اضافی وسائل فراہم کیے جا رہے ہیں اور ان منصوبوں کی نگرانی براہ راست کی جا رہی ہے تاکہ معیار پر کوئی سمجھوتہ نہ ہو۔	[549, 94, 649, 177]
body-text: انہوں نے کہا کہ عوام کی خدمت ہمارا مشن ہے اور اس مشن کی تکمیل کے لیے ہم دن رات کام کر رہے ہیں۔ ہر شہری کو بلا امتیاز انصاف فراہم کیا جائے گا اور کسی کے ساتھ زیادتی نہیں ہونے دی جائے گی۔ ترقیاتی کاموں کے معیار پر سمجھوتہ نہیں کیا جائے گا اور جہاں کہیں بھی بدعنوانی سامنے آئی اس کے خلاف سخت کارروائی عمل میں لائی جائے گی۔	[549, 296, 649, 340]
badge-blank	[581, 225, 619, 238]
body-text: بنام محمد اقبال وغیرہ۔ ہر خاص و عام کو مطلع کیا جاتا ہے کہ مندرجہ بالا عنوان کے تحت درخواست عدالت ہذا میں زیر سماعت ہے۔ لہذا متعلقین کو مطلع کیا جاتا ہے کہ وہ مقررہ تاریخ پر حاضر ہو کر اپنا موقف پیش کریں۔	[121, 862, 218, 894]
badge-blank	[367, 49, 405, 62]
ad-number: 7	[405, 49, 435, 62]
court-notice-body	[4, 436, 110, 506]
court-header-line: بعدالت جناب تحصیلدار صاحب	[130, 806, 209, 828]
badge-blank	[367, 452, 405, 465]
ad-number: 1	[191, 927, 223, 940]
ad-tag-label: تجم	[335, 452, 367, 465]
notice-column-outer	[1, 14, 113, 1576]
ad-tag-label: تجم	[335, 131, 367, 144]
badge-blank	[474, 489, 512, 502]
body-text: تحصین جدا تحصیل نقشہ، تحصیل ملتان صدر شیخ ملتان	[10, 129, 104, 142]
court-header-line: بعدالت جناب نائب تحصیلدار	[121, 367, 218, 377]
badge-blank	[581, 344, 619, 357]
ad-number: 3	[405, 131, 435, 144]
ad-number: 17	[619, 80, 649, 93]
ad-tag-label: تجم	[442, 125, 474, 138]
body-text: بر گاہ مدعا علیہ کو مقصود بار طلب کیا گیا مگر تحصیل آسان طریقے سے مشکل بہاولد اشتہار، اشتہار آپ کو مطلع کیا جاتا ہے کہ آپ مورخہ 11/12/2025 بوقت 9:00 بجے اصالتاً یا وکالتاً حاضر عدالت آ کر پیروی کریں، عدم حاضری کی صورت میں یکطرفہ کارروائی عمل میں لائی جائے گی اور بعد میں کوئی عذر قابل قبول نہ ہوگا۔	[8, 1067, 106, 1112]
ad-tag-label: تجم	[549, 30, 581, 43]
ad-number: 32	[833, 372, 863, 385]
news-column-4	[331, 14, 438, 1576]
ad-number-badge	[228, 220, 328, 233]
court-notice-body	[117, 562, 222, 649]
ad-tag-label: تجم	[762, 372, 794, 385]
body-text: بصورت دیگر انتقال شدہ بنام وارثان درج کر دیا جائے گا اور بعد میں کوئی عذر قابل قبول نہ ہوگا۔	[121, 622, 218, 635]
court-signature: دستخط حاکم ..... مہر عدالت	[136, 639, 203, 645]
court-signature: دستخط حاکم ..... مہر عدالت	[24, 931, 90, 936]
ad-tag-label: تجم	[762, 176, 794, 189]
ad-tag-label: تجم	[335, 415, 367, 428]
ad-number-badge	[335, 415, 435, 428]
body-text: بنام: نعمت اللہ وغیرہ	[149, 258, 190, 264]
ad-number-badge	[442, 168, 542, 181]
body-text: دعا کی تقریب میں وائس چانسلر پروفیسر ڈاکٹر طاہر سلطان (MNS-UET) اور سینئر فیکلٹی ممبران نے شرکت کی۔ صدر آن لائن معاہدوں میں شریک ہونے کے ساتھ دیگر اداروں کے معتبر نمائندوں اور محمد یاداروں کی MNS-UET کے ہمراہ تھے۔ سے جسٹرار پروفیسر ڈاکٹر عاصم عمر، شعبہ کیمیکل انجینئرنگ کے ڈاکٹر رضا حمید سرور، ڈائریکٹر کوالٹی اینہانسمنٹ سیل (QEC) ڈاکٹر میران شیر سمیت براہ انتظامی انجینئرنگ شعبہ انجینئر انجم سعید، انچارج ذرائع پر مبنی تعلیم (OBE) سسٹم ڈاکٹر علی حسن، ڈائریکٹر آفس آف ریسرچ ڈاکٹر نعیم علی، اسسٹنٹ پروفیسر کیمیکل انجینئرنگ کے سیکشن اور ڈاکٹر ایاز احمد، کنٹرولر امتحانات NoU حضرت کہ ترقیاتی پروگراموں پر توجہ مرکوز کرتے ہوئے طویل مدتی تعاون کے لیے ایک فریم ورک قائم کرنا چاہیے۔	[442, 283, 542, 379]
ad-number-badge	[549, 30, 649, 43]
badge-blank	[367, 358, 405, 371]
ad-tag-label: تجم	[335, 302, 367, 315]
court-header-line: صاحب ACI تحصیل شجاع آباد	[123, 214, 216, 236]
body-text: محکمہ صحت نے ہسپتالوں میں مریضوں کی سہولت کے لیے نئے اقدامات کا اعلان کیا ہے۔ ادویات کی مفت فراہمی اور ایمرجنسی سروسز کو مزید بہتر بنایا جا رہا ہے۔ ڈاکٹروں اور پیرا میڈیکل سٹاف کی حاضری یقینی بنانے کے لیے بائیومیٹرک نظام نصب کیا جا رہا ہے۔ انتظامیہ نے واضح کیا کہ کسی بھی قسم کی غفلت برداشت نہیں کی جائے گی۔ مریضوں کے لواحقین کو بھی ہدایت کی گئی ہے کہ وہ ہسپتال کے نظم و ضبط کا خیال رکھیں تاکہ علاج کے عمل میں رکاوٹ پیدا نہ ہو۔ شہریوں نے اس اقدام کو خوش آئند قرار دیا ہے اور امید ظاہر کی ہے کہ اس سے صحت کے شعبے میں نمایاں بہتری آئے گی۔	[762, 437, 863, 513]
body-text: فیصل میں کھپت مسلم وزیر اعلیٰ پنجاب راؤ محمد عمر پاران نے میڈیا پر بات چیت کرتے ہوئے کہا کہ عالم سے گفتگو میں کہا کہ لیلیٰ مارشل سے عالم میسر نے ہر روٹی واشدہ دشمنوں پر اپنی بھرپور نظر رکھی ہے اور ان کے خلاف کارروائی جاری رہے گی۔	[762, 387, 863, 418]
body-text: بدول دشمن نے آزادی پاک سکول پر حملہ کرکے معصوم جانوں کو نشانہ بنایا ... لیکن پاک افواج اور قوم کے حوصلے اور ہمت پست نہیں ہوئے۔ شہداء اے پی ایس کی عظیم قربانیوں کو اجاگر کرنے کے لیے مختلف اسکولوں اور کالجوں میں خصوصی نشستیں اور تقریبات کا اہتمام جاری ہے۔ جس کا مقصد نسل نو کو پیغام دینا ہے کہ شہداء کی قربانیاں کبھی رائیگاں نہیں جائیں گی۔ تقریب کی تمثیل کے فورسز کے افسران نے طلبہ کو عظمت کروائی کے تعلقات قومی یکجہتی، امن اور بھائی چارے کے جذبے سے آگاہ کیا۔ ملک بھر میں ہونے والی یہ نشستیں اور تقریبات ان کے عزم کا اعادہ ہے کہ ہم اپنے شہداء کی قربانیوں کو کبھی نہیں بھولیں گے ... بلکہ اس کا مقصد قومی سطح میں ہماری بھی پیدا کرنا بھی ہے کہ پاکستان کی ترقی اور امن بہادر شہداء کی قربانیوں کی بدولت قائم ہے۔ سوگ انکم سائز میں چک سربراہ شہید کے مقامی تھانوں میں ڈی پی ایس پی سرکل چک سربراہ شہید عبدالغفور لغاری نے تقریب میں صدر پولیس موقع پر ڈی ایس پی عبدالغفور لغاری نے	[762, 57, 863, 172]
court-header-line: بعدالت جناب محترمہ ناصر	[11, 952, 103, 961]
ad-number-badge	[549, 80, 649, 93]
ad-number: 8	[405, 188, 435, 201]
court-signature: از دفتر اسسٹنٹ کمشنر علی پور ضلع مظفر گڑھ	[14, 669, 100, 680]
body-text: اجلاس کے دوران متعلقہ حکام نے بریفنگ دیتے ہوئے بتایا کہ جاری منصوبوں پر کام تیزی سے جاری ہے۔	[549, 14, 649, 26]
ad-number: 14	[512, 168, 542, 181]
ad-number-badge	[335, 188, 435, 201]
court-signature: دستخط حاکم ..... مہر عدالت	[24, 1116, 90, 1122]
body-text: مہنگائی سے متعلق تجزیہ کرتے ہوئے رپورٹ میں ایف بی آر اور شعبہ گورنمنٹ لائل نے بتایا کہ ایک سال میں ٹیکس وصولی سے بڑھ کر ٹیکسوں میں 40 ارب روپے کا اضافہ ہوا، پہلا ٹیکس والی چین اور فیصد ٹیکس والی چین کا ریٹ ایک کم تھا۔ اب کوئی ٹیکس والی چین کا ثابت رکھنے والے کا نام بتانے پر مزید اس کے خلاف سخت ترین کارروائی ہوگی۔ ٹیکس چوروں کے خلاف ایک نظم کھیسر نے خزانہ مقرر کر دیا ہے۔ ٹیکس چوروں کے خلاف ملک بھر میں کارروائیاں جاری ہیں، ایف بی آر نے کہا کہ سوشل میڈیا پر تجارت کو قائم کرنے والے 30 ہزار اکاؤنٹس جاری کر چکے ہیں لیکن ٹیکس چوروں کے خلاف کارروائیوں کی مہم بھرپور مرتب ہو رہی ہے۔ سمگلنگ کے سامان کی ترسیل روکنے کے لیے سخت کارروائیاں ہو رہی ہیں، سمگلروں نے مسلسل نقصان پہنچایا، وہ ٹیکس اپنا شہید ہوئے ہوں۔	[335, 202, 435, 298]
ad-number-badge	[335, 131, 435, 144]
ad-tag-label: تجم	[228, 62, 260, 75]
body-text: ہر خاص و عام کو مطلع کیا جاتا ہے کہ محمد شفیع ولد اللہ بخش قوم جاٹ سکنہ موضع علی پور تحصیل علی پور ضلع مظفر گڑھ نے تصدیق شجرہ نسب کے لیے درخواست دی ہے۔ اگر کسی کو کوئی اعتراض ہو تو وہ مقررہ تاریخ پر عدالت ہذا میں حاضر ہو کر اپنا اعتراض پیش کرے۔	[121, 727, 218, 766]
body-text: بدول دشمن نے آزادی پاک سکول پر حملہ کرکے معصوم جانوں کو نشانہ بنایا ... لیکن پاک افواج اور قوم کے حوصلے پست نہیں ہوئے۔ شہداء اے پی ایس کی عظیم قربانیوں کو اجاگر کرنے کے لیے مختلف اسکولوں اور کالجوں میں خصوصی نشستیں اور تقریبات کا اہتمام جاری ہے۔ جس کا مقصد نسل نو کو پیغام دینا ہے کہ شہداء کی قربانیاں کبھی رائیگاں نہیں جائیں گی۔ فورسز کے افسران نے طلبہ کو عظمت کروائی کے تعلقات قومی یکجہتی، امن اور بھائی چارے کے جذبے سے آگاہ کیا۔ ملک بھر میں ہونے والی یہ نشستیں اور تقریبات ان کے عزم کا اعادہ ہے کہ ہم اپنے شہداء کی قربانیوں کو کبھی نہیں بھولیں گے ... بلکہ اس کا مقصد قومی سطح میں ہماری بھی پیدا کرنا بھی ہے کہ پاکستان کی ترقی اور امن بہادر شہداء کی قربانیوں کی بدولت قائم ہے۔ سوگ انکم سائز میں چک سربراہ شہید کے مقامی تھانوں میں ڈی ایس پی سرکل چک سربراہ شہید عبدالغفور لغاری نے تقریب میں صدر پولیس موقع پر ڈی ایس پی عبدالغفور لغاری نے	[762, 190, 863, 305]
body-text: نمبر 879/873 واقع موضع سکندرآباد فرعی تحصیل شجاع آباد۔	[122, 93, 217, 106]
court-notice-header	[4, 688, 110, 748]
court-notice-header	[4, 410, 110, 434]
ad-number-badge	[762, 517, 863, 530]
court-notice-body	[4, 1007, 110, 1126]
court-notice-header	[117, 196, 222, 244]
ad-number: 2	[298, 62, 328, 75]
court-signature: مہر عدالت	[45, 811, 69, 817]
ad-tag-label: تجم	[762, 309, 794, 322]
badge-blank	[367, 188, 405, 201]
court-notice-header	[117, 653, 222, 713]
body-text: بصورت دیگر یکطرفہ کارروائی عمل میں لائی جائے گی۔	[8, 795, 106, 808]
court-header-line: لیٹ اندراج تاریخ پیدائش	[14, 323, 100, 333]
body-text: ضلعی انتظامیہ نے شہر میں تجاوزات کے خلاف آپریشن شروع کر دیا، متعدد دکانوں کو سیل کر دیا گیا اور بھاری جرمانے عائد کیے گئے۔	[442, 246, 542, 264]
body-text: تعلیم کے شعبے میں اصلاحات کا سلسلہ جاری ہے، نئے سکولوں کی تعمیر اور موجودہ اداروں کی اپ گریڈیشن پر کام ہو رہا ہے۔ اساتذہ کی تربیت کے لیے خصوصی ورکشاپس منعقد کی جا رہی ہیں۔	[442, 139, 542, 164]
badge-blank	[794, 176, 832, 189]
ad-number: 19	[512, 382, 542, 395]
